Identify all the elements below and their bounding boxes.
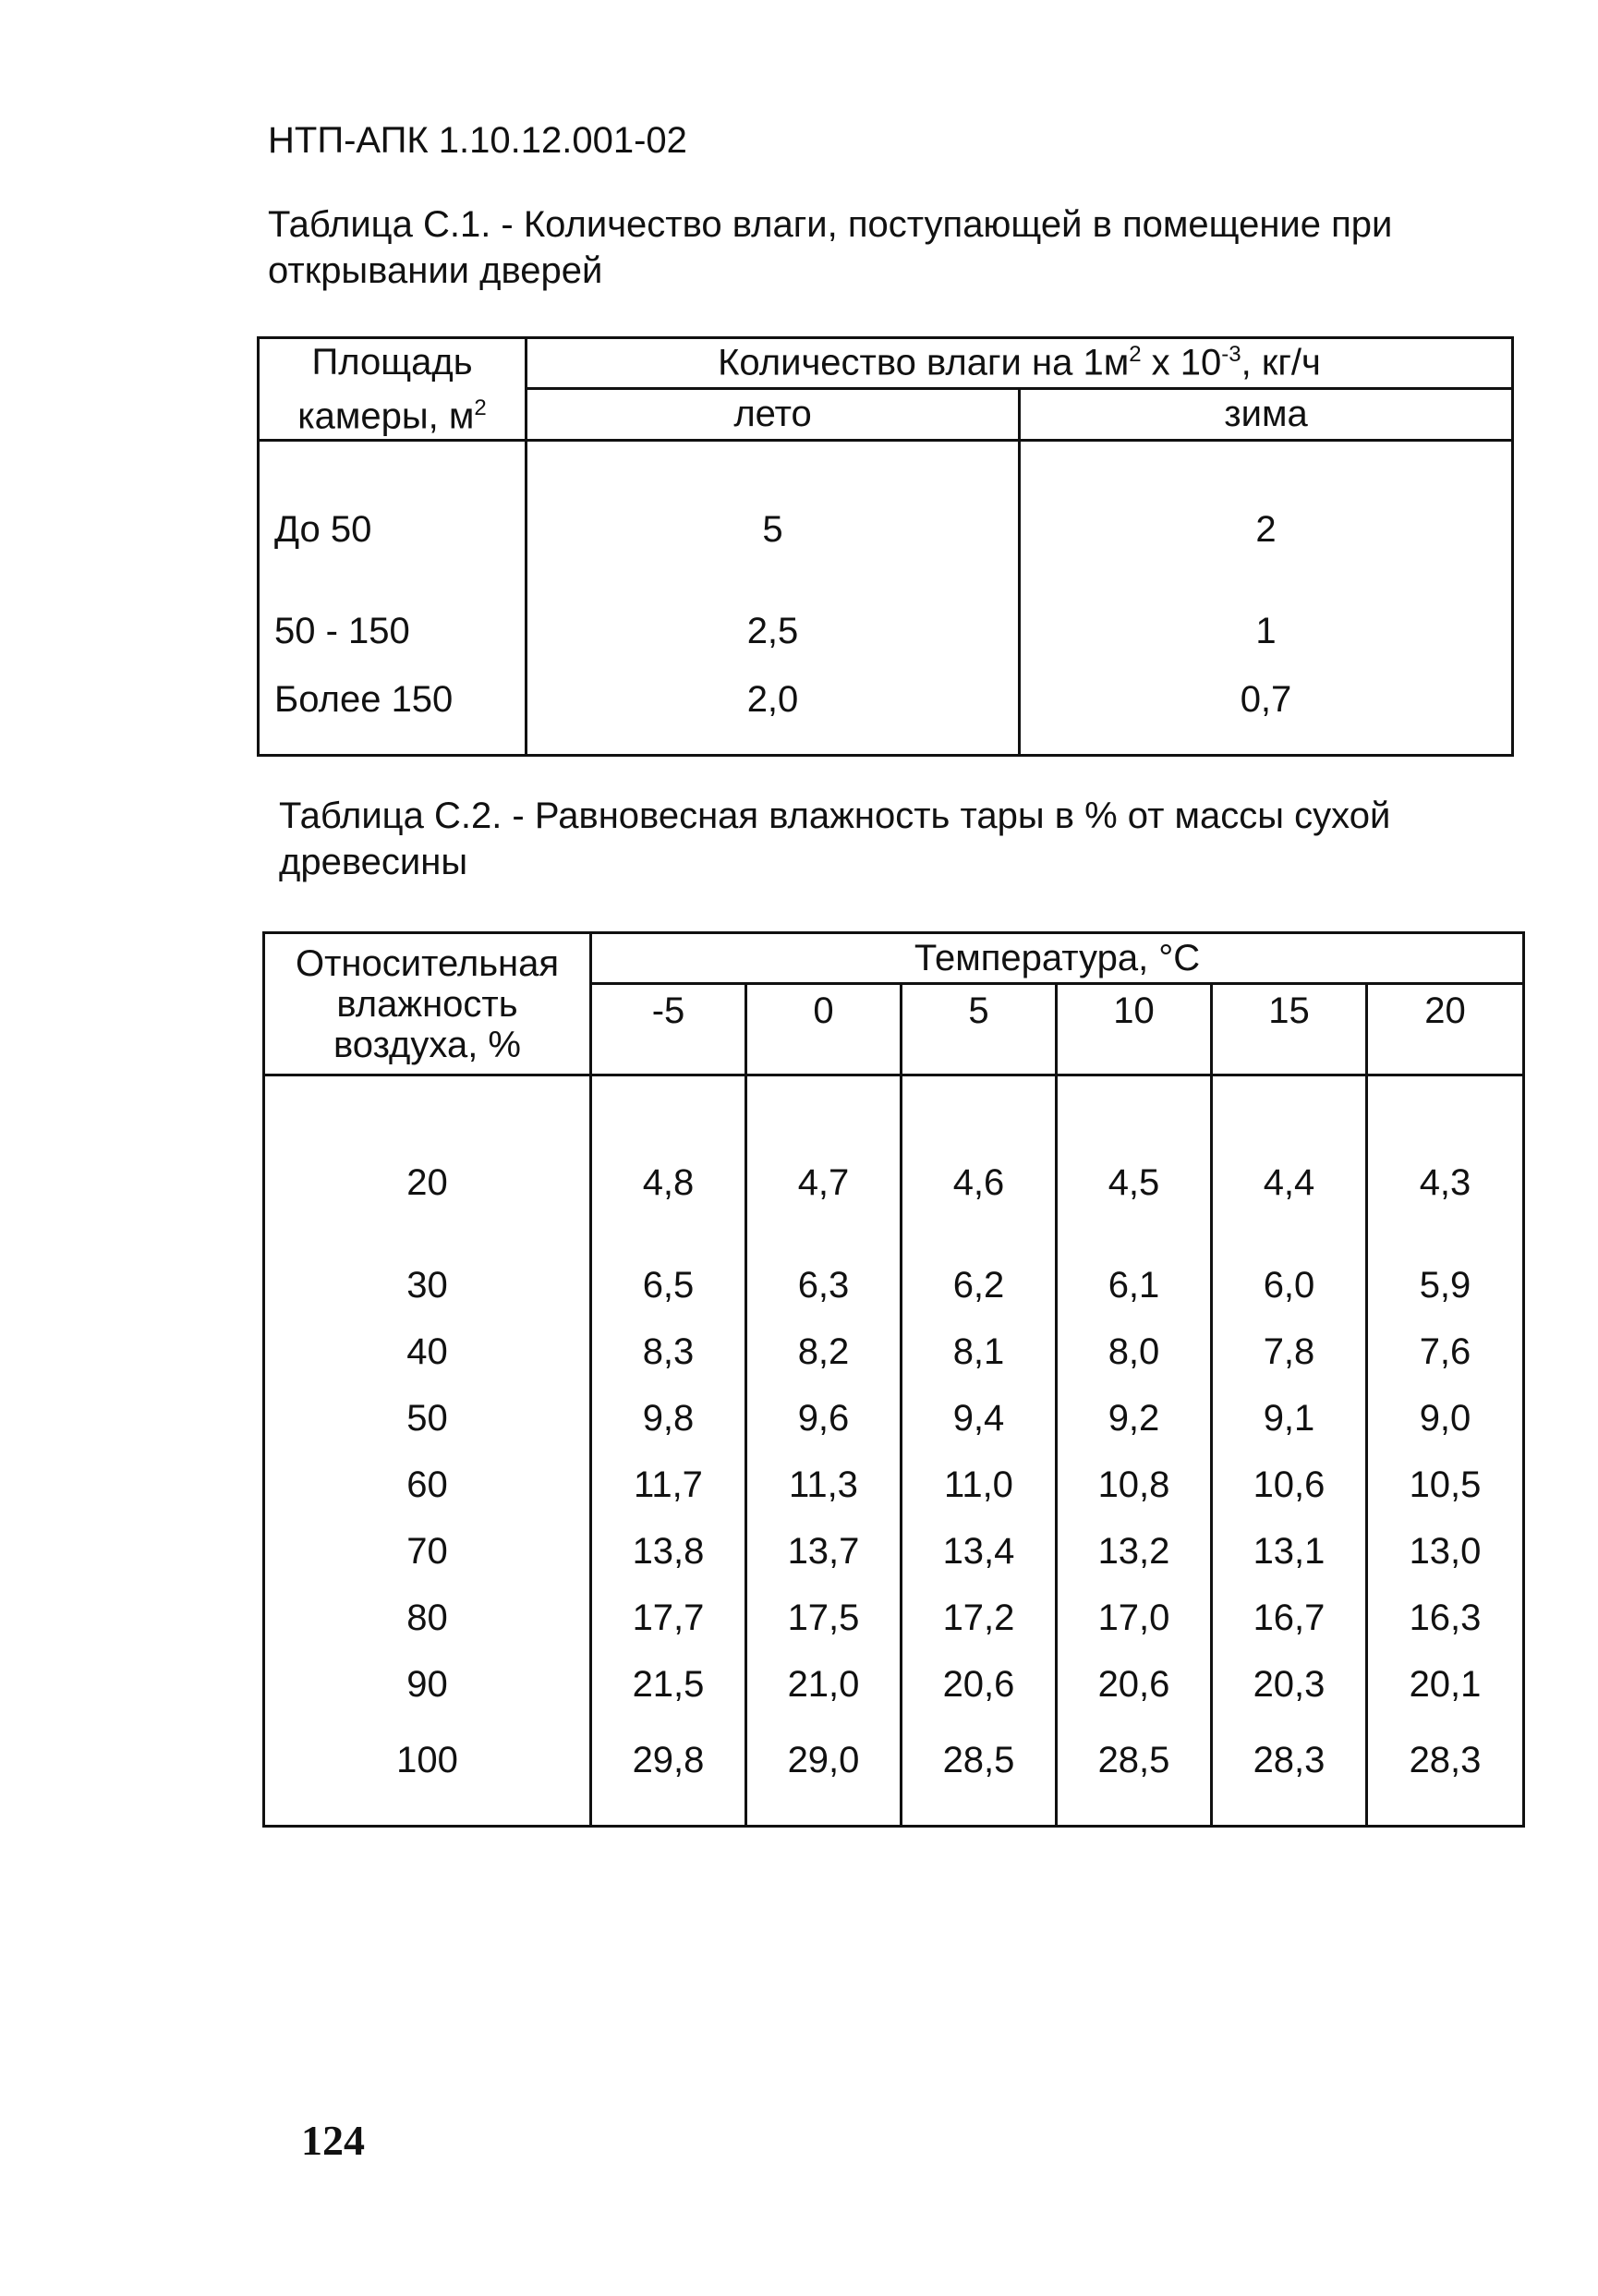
table2-caption: Таблица С.2. - Равновесная влажность тары в % от массы сухой древесины — [279, 796, 1391, 882]
table1-cell-summer: 2,5 — [527, 599, 1020, 663]
table2-cell-value: 10,6 — [1212, 1452, 1367, 1518]
table2-header-rh-line1: Относительная — [295, 942, 560, 984]
table2-cell-value: 4,8 — [591, 1075, 746, 1253]
table2-header-rh-line3: воздуха, % — [333, 1024, 521, 1065]
table2-cell-value: 13,1 — [1212, 1518, 1367, 1585]
table2-cell-rh: 90 — [264, 1651, 591, 1718]
table-row — [264, 1518, 1524, 1585]
page-number: 124 — [301, 2117, 365, 2164]
table2-cell-rh: 80 — [264, 1585, 591, 1651]
table2-cell-value: 16,3 — [1367, 1585, 1524, 1651]
table2-cell-value: 7,6 — [1367, 1318, 1524, 1385]
table2-cell-value: 13,2 — [1057, 1518, 1212, 1585]
table2-header-temp: 15 — [1212, 984, 1367, 1075]
table2-cell-value: 4,3 — [1367, 1075, 1524, 1253]
table2-cell-value: 9,4 — [902, 1385, 1057, 1452]
table2-cell-value: 8,0 — [1057, 1318, 1212, 1385]
table2-cell-value: 9,0 — [1367, 1385, 1524, 1452]
table-row — [259, 599, 1513, 663]
table2-cell-value: 20,1 — [1367, 1651, 1524, 1718]
table2-header-temp: 10 — [1057, 984, 1212, 1075]
table2-cell-value: 17,0 — [1057, 1585, 1212, 1651]
table2-cell-rh: 40 — [264, 1318, 591, 1385]
table1-header-moisture — [527, 338, 1513, 389]
table2-cell-rh: 60 — [264, 1452, 591, 1518]
table2-cell-value: 11,7 — [591, 1452, 746, 1518]
table1-header-area — [259, 338, 527, 441]
table2-cell-value: 7,8 — [1212, 1318, 1367, 1385]
table2-cell-value: 6,3 — [746, 1252, 902, 1318]
table1-header-summer: лето — [527, 388, 1020, 441]
table-row — [264, 1075, 1524, 1253]
table2-cell-value: 6,5 — [591, 1252, 746, 1318]
table2-header-temp: -5 — [591, 984, 746, 1075]
table1-header-area-line2: камеры, м — [297, 395, 475, 437]
table2-cell-value: 17,5 — [746, 1585, 902, 1651]
table1-cell-area: 50 - 150 — [259, 599, 527, 663]
table1-header-moisture-prefix: Количество влаги на 1м — [718, 342, 1130, 383]
table2-header-temperature: Температура, °С — [591, 933, 1524, 984]
table2-cell-value: 13,4 — [902, 1518, 1057, 1585]
table1-cell-summer: 2,0 — [527, 663, 1020, 756]
table2-cell-value: 28,3 — [1212, 1718, 1367, 1827]
table2-cell-value: 20,6 — [1057, 1651, 1212, 1718]
table1-header-area-sup: 2 — [474, 395, 487, 420]
table2-cell-value: 9,2 — [1057, 1385, 1212, 1452]
table2-cell-value: 29,8 — [591, 1718, 746, 1827]
table2-cell-value: 8,3 — [591, 1318, 746, 1385]
table2-cell-value: 11,3 — [746, 1452, 902, 1518]
table2-cell-rh: 20 — [264, 1075, 591, 1253]
table2-header-rh — [264, 933, 591, 1075]
table2-cell-value: 17,7 — [591, 1585, 746, 1651]
table2-cell-value: 13,8 — [591, 1518, 746, 1585]
table2-cell-value: 17,2 — [902, 1585, 1057, 1651]
table-row — [259, 663, 1513, 756]
table2-cell-value: 28,5 — [902, 1718, 1057, 1827]
table1-header-moisture-suffix: , кг/ч — [1241, 342, 1321, 383]
table1-cell-area: Более 150 — [259, 663, 527, 756]
table2-cell-rh: 30 — [264, 1252, 591, 1318]
table1-header-moisture-sup2: -3 — [1221, 342, 1241, 368]
table2-cell-value: 28,5 — [1057, 1718, 1212, 1827]
table1-cell-summer: 5 — [527, 441, 1020, 600]
document-code: НТП-АПК 1.10.12.001-02 — [268, 120, 687, 161]
table1-header-moisture-sup1: 2 — [1129, 342, 1142, 368]
table2-equilibrium-moisture — [262, 931, 1525, 1828]
table-row — [264, 1318, 1524, 1385]
table2-cell-value: 21,0 — [746, 1651, 902, 1718]
table2-cell-value: 28,3 — [1367, 1718, 1524, 1827]
table-row — [264, 1585, 1524, 1651]
table1-cell-winter: 1 — [1020, 599, 1513, 663]
table2-cell-value: 10,8 — [1057, 1452, 1212, 1518]
table2-cell-value: 6,0 — [1212, 1252, 1367, 1318]
table2-cell-value: 6,2 — [902, 1252, 1057, 1318]
table2-header-temp: 5 — [902, 984, 1057, 1075]
table-row — [259, 441, 1513, 600]
table-row — [264, 1651, 1524, 1718]
table-row — [264, 1452, 1524, 1518]
table2-cell-value: 20,6 — [902, 1651, 1057, 1718]
table1-cell-winter: 0,7 — [1020, 663, 1513, 756]
table2-cell-value: 13,7 — [746, 1518, 902, 1585]
table2-header-rh-line2: влажность — [336, 983, 518, 1025]
table2-cell-value: 4,5 — [1057, 1075, 1212, 1253]
table2-cell-value: 5,9 — [1367, 1252, 1524, 1318]
table2-header-temp: 0 — [746, 984, 902, 1075]
table2-cell-rh: 70 — [264, 1518, 591, 1585]
table2-cell-value: 9,8 — [591, 1385, 746, 1452]
table2-cell-value: 10,5 — [1367, 1452, 1524, 1518]
table2-cell-value: 16,7 — [1212, 1585, 1367, 1651]
table2-cell-value: 4,6 — [902, 1075, 1057, 1253]
table2-cell-value: 13,0 — [1367, 1518, 1524, 1585]
table1-header-area-line1: Площадь — [311, 342, 473, 383]
table2-cell-rh: 50 — [264, 1385, 591, 1452]
table1-cell-area: До 50 — [259, 441, 527, 600]
table-row — [264, 1718, 1524, 1827]
table2-cell-value: 21,5 — [591, 1651, 746, 1718]
table1-caption: Таблица С.1. - Количество влаги, поступающей в помещение при открывании дверей — [268, 204, 1393, 291]
table1-header-moisture-mid: х 10 — [1141, 342, 1222, 383]
table1-moisture-door-opening — [257, 336, 1514, 757]
table2-cell-value: 8,2 — [746, 1318, 902, 1385]
table2-cell-value: 6,1 — [1057, 1252, 1212, 1318]
table2-cell-value: 9,6 — [746, 1385, 902, 1452]
table2-cell-value: 4,7 — [746, 1075, 902, 1253]
table2-cell-value: 11,0 — [902, 1452, 1057, 1518]
table2-cell-value: 9,1 — [1212, 1385, 1367, 1452]
table2-cell-value: 8,1 — [902, 1318, 1057, 1385]
table2-cell-value: 29,0 — [746, 1718, 902, 1827]
table2-cell-rh: 100 — [264, 1718, 591, 1827]
table1-cell-winter: 2 — [1020, 441, 1513, 600]
table-row — [264, 1252, 1524, 1318]
table2-cell-value: 4,4 — [1212, 1075, 1367, 1253]
table2-cell-value: 20,3 — [1212, 1651, 1367, 1718]
table2-header-temp: 20 — [1367, 984, 1524, 1075]
table1-header-winter: зима — [1020, 388, 1513, 441]
table-row — [264, 1385, 1524, 1452]
